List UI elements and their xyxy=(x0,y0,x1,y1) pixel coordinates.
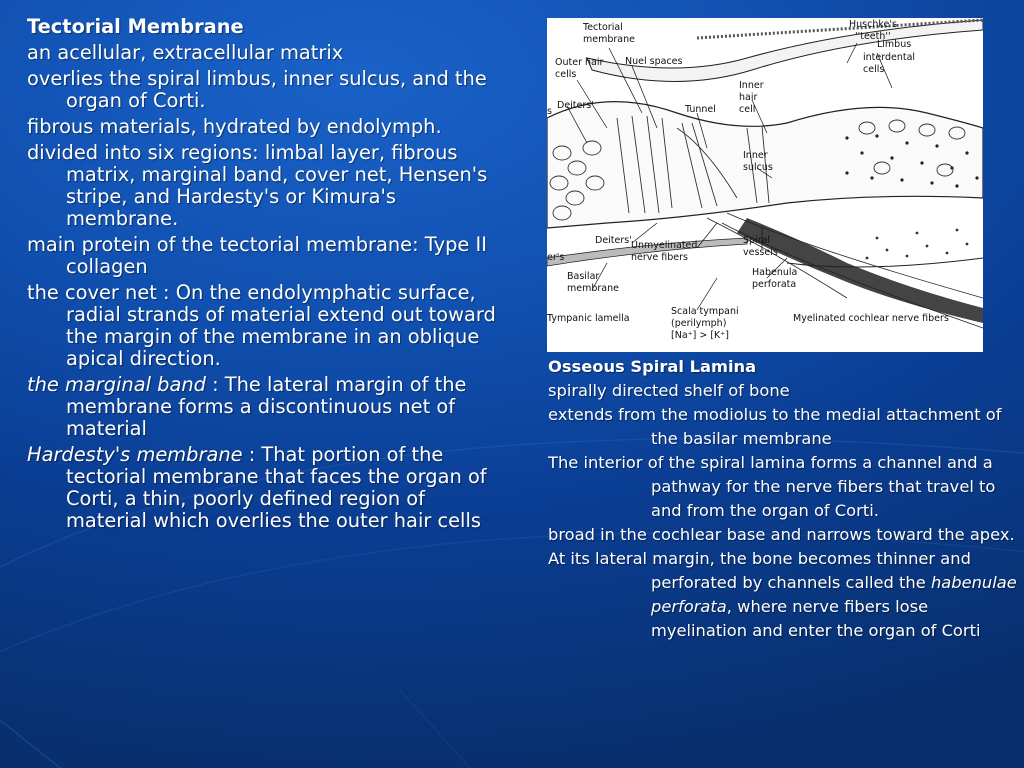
bone-stipple xyxy=(866,229,969,260)
label-perforata: perforata xyxy=(752,279,797,290)
label-inner-hair-2: hair xyxy=(739,92,758,103)
label-basilar: Basilar xyxy=(567,271,600,282)
bullet-item: fibrous materials, hydrated by endolymph. xyxy=(27,115,442,138)
label-interdental: interdental xyxy=(863,52,916,63)
bullet-item xyxy=(548,547,1018,643)
bullet-item xyxy=(27,444,497,532)
text-segment: At its lateral margin, the bone becomes thinner and perforated by channels called the xyxy=(548,549,971,592)
label-myelinated-fibers: Myelinated cochlear nerve fibers xyxy=(793,313,949,324)
label-interdental-cells: cells xyxy=(863,64,885,75)
bullet-item: extends from the modiolus to the medial attachment of the basilar membrane xyxy=(548,405,1002,448)
label-inner-hair-3: cell xyxy=(739,104,756,115)
label-tympanic-lamella: Tympanic lamella xyxy=(547,313,630,324)
tectorial-membrane-shape xyxy=(587,20,983,82)
label-outer-hair: Outer hair xyxy=(555,57,604,68)
term-habenulae-perforata: habenulae perforata xyxy=(651,573,1017,616)
label-basilar-membrane: membrane xyxy=(567,283,619,294)
term-hardesty-membrane: Hardesty's membrane xyxy=(27,443,243,466)
label-spiral-vessels-1: Spiral xyxy=(743,235,771,246)
label-inner-hair-1: Inner xyxy=(739,80,764,91)
label-unmyelinated-2: nerve fibers xyxy=(631,252,688,263)
label-limbus: Limbus xyxy=(877,39,912,50)
label-deiters-mid: Deiters' xyxy=(595,235,632,246)
label-tunnel: Tunnel xyxy=(685,104,716,115)
label-scala-tympani: Scala tympani xyxy=(671,306,739,317)
label-tectorial: Tectorial xyxy=(583,22,623,33)
label-nuel-spaces: Nuel spaces xyxy=(625,56,683,67)
label-s-fragment: s xyxy=(547,106,552,117)
label-spiral-vessels-2: vessels xyxy=(743,247,778,258)
label-teeth: ''teeth'' xyxy=(855,31,891,42)
bullet-item: main protein of the tectorial membrane: Type II collagen xyxy=(27,233,487,278)
bullet-item: an acellular, extracellular matrix xyxy=(27,41,344,64)
bullet-item: divided into six regions: limbal layer, fibrous matrix, marginal band, cover net, Hensen's stripe, and Hardesty's or Kimura's membrane. xyxy=(27,141,488,230)
label-tectorial-membrane: membrane xyxy=(583,34,635,45)
label-outer-hair-cells: cells xyxy=(555,69,577,80)
organ-of-corti-diagram xyxy=(547,18,983,352)
bullet-item xyxy=(27,374,497,440)
label-deiters-top: Deiters' xyxy=(557,100,594,111)
section-heading: Osseous Spiral Lamina xyxy=(548,357,757,376)
label-ion-ratio: [Na⁺] > [K⁺] xyxy=(671,330,730,341)
tectorial-membrane-section xyxy=(27,16,497,536)
diagram-drawing xyxy=(547,18,983,352)
bullet-item: the cover net : On the endolymphatic surface, radial strands of material extend out toward the margin of the membrane in an oblique apical direction. xyxy=(27,281,496,370)
osseous-spiral-lamina-section xyxy=(548,355,1018,643)
text-segment: , where nerve fibers lose myelination and enter the organ of Corti xyxy=(651,597,981,640)
label-huschke: Huschke's xyxy=(849,19,897,30)
label-perilymph: (perilymph) xyxy=(671,318,727,329)
bullet-item: broad in the cochlear base and narrows toward the apex. xyxy=(548,525,1015,544)
label-ers-fragment: er's xyxy=(547,252,565,263)
definition-text: : That portion of the tectorial membrane that faces the organ of Corti, a thin, poorly defined region of material which overlies the outer hair cells xyxy=(66,443,487,532)
label-habenula: Habenula xyxy=(752,267,798,278)
term-marginal-band: the marginal band xyxy=(27,373,206,396)
definition-text: : The lateral margin of the membrane forms a discontinuous net of material xyxy=(66,373,467,440)
bullet-item: spirally directed shelf of bone xyxy=(548,381,790,400)
label-unmyelinated-1: Unmyelinated xyxy=(631,240,698,251)
label-inner-sulcus-1: Inner xyxy=(743,150,768,161)
bullet-item: overlies the spiral limbus, inner sulcus, and the organ of Corti. xyxy=(27,67,487,112)
section-heading: Tectorial Membrane xyxy=(27,15,244,38)
label-inner-sulcus-2: sulcus xyxy=(743,162,773,173)
bullet-item: The interior of the spiral lamina forms a channel and a pathway for the nerve fibers that travel to and from the organ of Corti. xyxy=(548,453,996,520)
